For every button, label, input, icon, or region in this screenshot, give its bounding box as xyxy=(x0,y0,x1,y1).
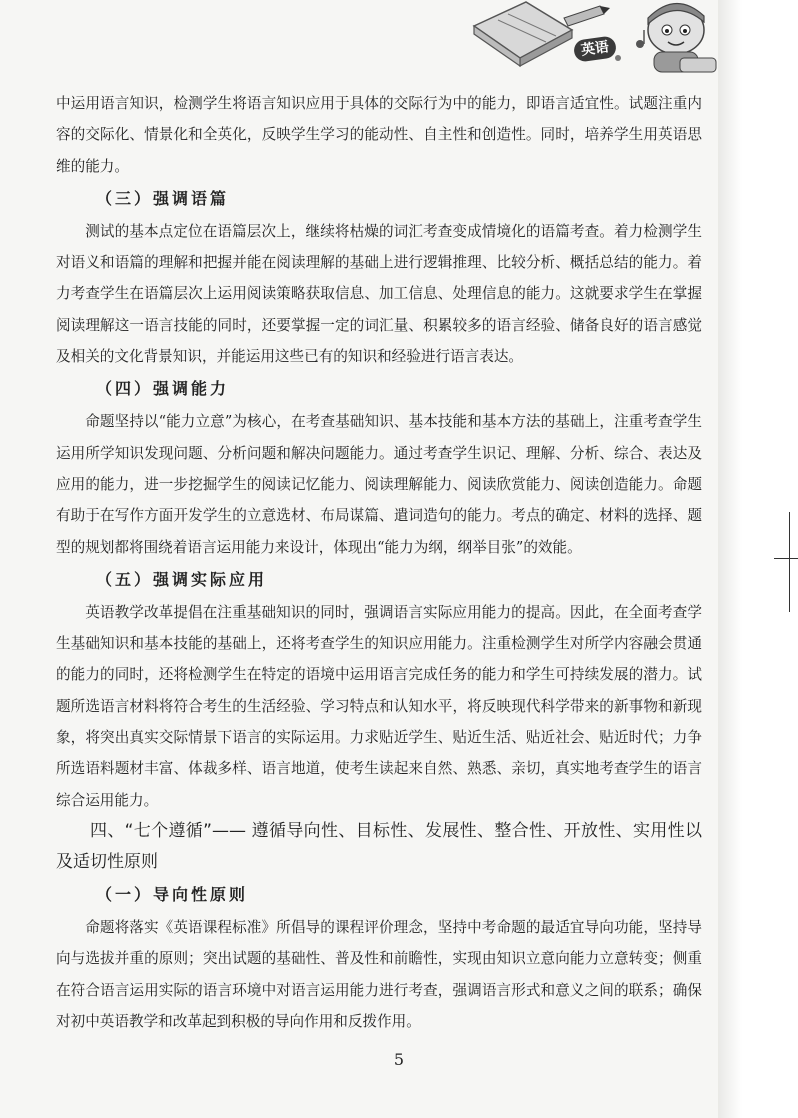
paragraph-guidance: 命题将落实《英语课程标准》所倡导的课程评价理念，坚持中考命题的最适宜导向功能，坚持导向与选拔并重的原则；突出试题的基础性、普及性和前瞻性，实现由知识立意向能力立意转变；侧重在符合语言运用实际的语言环境中对语言运用能力进行考查，强调语言形式和意义之间的联系；确保对初中英语教学和改革起到积极的导向作用和反拨作用。 xyxy=(56,918,702,1030)
header-subject-label: 英语 xyxy=(573,35,618,63)
section-heading-seven-principles: 四、“七个遵循”—— 遵循导向性、目标性、发展性、整合性、开放性、实用性以及适切性原则 xyxy=(56,820,702,872)
main-content xyxy=(56,88,702,1037)
paragraph-practical-use: 英语教学改革提倡在注重基础知识的同时，强调语言实际应用能力的提高。因此，在全面考查学生基础知识和基本技能的基础上，还将考查学生的知识应用能力。注重检测学生对所学内容融会贯通的能力的同时，还将检测学生在特定的语境中运用语言完成任务的能力和学生可持续发展的潜力。试题所选语言材料将符合考生的生活经验、学习特点和认知水平，将反映现代科学带来的新事物和新现象，将突出真实交际情景下语言的实际运用。力求贴近学生、贴近生活、贴近社会、贴近时代；力争所选语料题材丰富、体裁多样、语言地道，使考生读起来自然、熟悉、亲切，真实地考查学生的语言综合运用能力。 xyxy=(56,603,702,809)
page-edge xyxy=(718,0,798,1118)
book-icon xyxy=(474,2,572,66)
subheading-guidance: （一）导向性原则 xyxy=(96,884,249,904)
paragraph-ability: 命题坚持以“能力立意”为核心，在考查基础知识、基本技能和基本方法的基础上，注重考查学生运用所学知识发现问题、分析问题和解决问题能力。通过考查学生识记、理解、分析、综合、表达及应用的能力，进一步挖掘学生的阅读记忆能力、阅读理解能力、阅读欣赏能力、阅读创造能力。命题有助于在写作方面开发学生的立意选材、布局谋篇、遣词造句的能力。考点的确定、材料的选择、题型的规划都将围绕着语言运用能力来设计，体现出“能力为纲，纲举目张”的效能。 xyxy=(56,413,702,556)
paragraph-discourse: 测试的基本点定位在语篇层次上，继续将枯燥的词汇考查变成情境化的语篇考查。着力检测学生对语义和语篇的理解和把握并能在阅读理解的基础上进行逻辑推理、比较分析、概括总结的能力。着力考查学生在语篇层次上运用阅读策略获取信息、加工信息、处理信息的能力。这就要求学生在掌握阅读理解这一语言技能的同时，还要掌握一定的词汇量、积累较多的语言经验、储备良好的语言感觉及相关的文化背景知识，并能运用这些已有的知识和经验进行语言表达。 xyxy=(56,222,702,366)
paragraph-intro: 中运用语言知识，检测学生将语言知识应用于具体的交际行为中的能力，即语言适宜性。试题注重内容的交际化、情景化和全英化，反映学生学习的能动性、自主性和创造性。同时，培养学生用英语思维的能力。 xyxy=(56,95,702,175)
cartoon-kid-icon xyxy=(648,3,716,72)
music-notes-icon xyxy=(615,30,644,61)
crop-mark-horizontal xyxy=(774,558,798,559)
subheading-practical-use: （五）强调实际应用 xyxy=(96,569,268,589)
page-number: 5 xyxy=(393,1050,405,1069)
crop-mark-vertical xyxy=(789,512,790,612)
subheading-discourse: （三）强调语篇 xyxy=(96,188,230,208)
subheading-ability: （四）强调能力 xyxy=(96,379,230,399)
pencil-icon xyxy=(564,6,610,26)
